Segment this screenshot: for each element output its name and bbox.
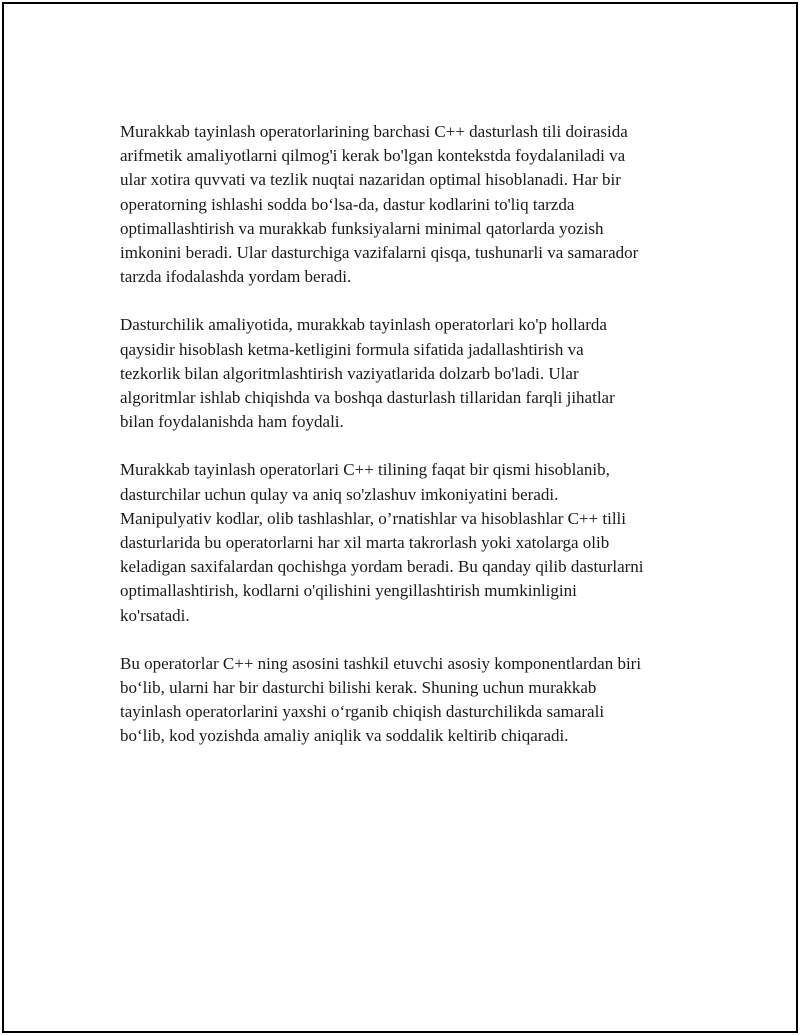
- paragraph-3: Murakkab tayinlash operatorlari C++ tilining faqat bir qismi hisoblanib, dasturchilar uchun qulay va aniq so'zlashuv imkoniyatini beradi. Manipulyativ kodlar, olib tashlashlar, o’rnatishlar va hisoblashlar C++ tilli dasturlarida bu operatorlarni har xil marta takrorlash yoki xatolarga olib keladigan saxifalardan qochishga yordam beradi. Bu qanday qilib dasturlarni optimallashtirish, kodlarni o'qilishini yengillashtirish mumkinligini ko'rsatadi.: [120, 460, 644, 625]
- document-page: [2, 2, 798, 1033]
- paragraph-1: Murakkab tayinlash operatorlarining barchasi C++ dasturlash tili doirasida arifmetik amaliyotlarni qilmog'i kerak bo'lgan kontekstda foydalaniladi va ular xotira quvvati va tezlik nuqtai nazaridan optimal hisoblanadi. Har bir operatorning ishlashi sodda bo‘lsa-da, dastur kodlarini to'liq tarzda optimallashtirish va murakkab funksiyalarni minimal qatorlarda yozish imkonini beradi. Ular dasturchiga vazifalarni qisqa, tushunarli va samarador tarzda ifodalashda yordam beradi.: [120, 122, 639, 287]
- paragraph-4: Bu operatorlar C++ ning asosini tashkil etuvchi asosiy komponentlardan biri bo‘lib, ularni har bir dasturchi bilishi kerak. Shuning uchun murakkab tayinlash operatorlarini yaxshi o‘rganib chiqish dasturchilikda samarali bo‘lib, kod yozishda amaliy aniqlik va soddalik keltirib chiqaradi.: [120, 653, 642, 746]
- document-body: [120, 120, 700, 773]
- paragraph-2: Dasturchilik amaliyotida, murakkab tayinlash operatorlari ko'p hollarda qaysidir hisoblash ketma-ketligini formula sifatida jadallashtirish va tezkorlik bilan algoritmlashtirish vaziyatlarida dolzarb bo'ladi. Ular algoritmlar ishlab chiqishda va boshqa dasturlash tillaridan farqli jihatlar bilan foydalanishda ham foydali.: [120, 315, 615, 432]
